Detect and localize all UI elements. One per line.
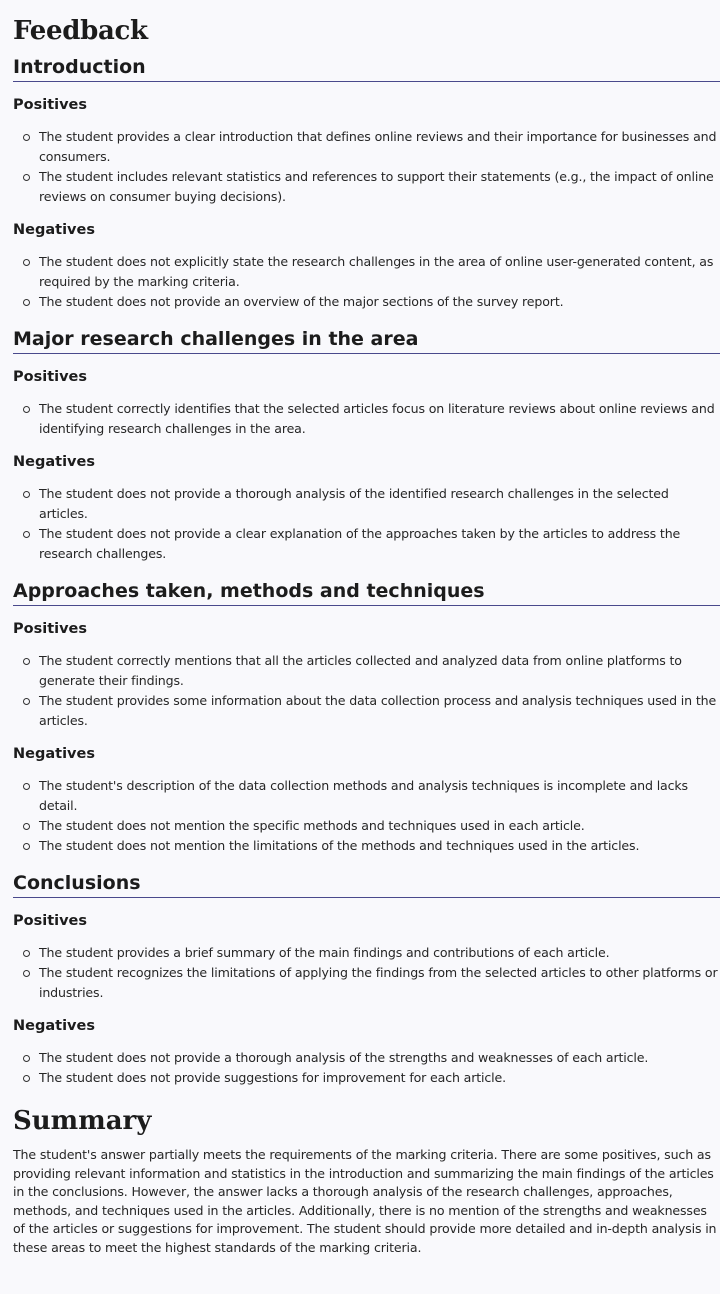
list-item <box>39 943 720 963</box>
list-item <box>39 127 720 167</box>
list-item <box>39 399 720 439</box>
section-heading: Approaches taken, methods and techniques <box>13 578 720 606</box>
circle-bullet-icon <box>23 299 30 306</box>
section-heading: Major research challenges in the area <box>13 326 720 354</box>
list-item <box>39 691 720 731</box>
negatives-heading: Negatives <box>13 454 95 470</box>
list-item-text: The student does not provide a thorough analysis of the identified research challenges in the selected articles. <box>39 486 669 521</box>
summary-title: Summary <box>13 1106 152 1136</box>
positives-heading: Positives <box>13 97 88 113</box>
circle-bullet-icon <box>23 950 30 957</box>
positives-list <box>13 651 720 731</box>
negatives-heading: Negatives <box>13 1018 95 1034</box>
positives-heading: Positives <box>13 369 88 385</box>
circle-bullet-icon <box>23 698 30 705</box>
list-item <box>39 524 720 564</box>
circle-bullet-icon <box>23 658 30 665</box>
section-heading: Introduction <box>13 54 720 82</box>
circle-bullet-icon <box>23 406 30 413</box>
section-0 <box>13 54 720 312</box>
section-1 <box>13 326 720 564</box>
circle-bullet-icon <box>23 823 30 830</box>
list-item-text: The student's description of the data collection methods and analysis techniques is incomplete and lacks detail. <box>39 778 688 813</box>
negatives-heading: Negatives <box>13 222 95 238</box>
list-item-text: The student recognizes the limitations of applying the findings from the selected articles to other platforms or industries. <box>39 965 718 1000</box>
positives-heading: Positives <box>13 621 88 637</box>
circle-bullet-icon <box>23 174 30 181</box>
page-title: Feedback <box>13 16 148 46</box>
list-item-text: The student includes relevant statistics and references to support their statements (e.g., the impact of online reviews on consumer buying decisions). <box>39 169 714 204</box>
circle-bullet-icon <box>23 1075 30 1082</box>
list-item <box>39 484 720 524</box>
negatives-list <box>13 1048 720 1088</box>
negatives-list <box>13 252 720 312</box>
list-item <box>39 1068 720 1088</box>
list-item <box>39 816 720 836</box>
list-item-text: The student does not mention the specific methods and techniques used in each article. <box>39 818 585 833</box>
positives-list <box>13 943 720 1003</box>
circle-bullet-icon <box>23 259 30 266</box>
list-item <box>39 167 720 207</box>
positives-heading: Positives <box>13 913 88 929</box>
negatives-list <box>13 776 720 856</box>
circle-bullet-icon <box>23 843 30 850</box>
circle-bullet-icon <box>23 531 30 538</box>
section-heading: Conclusions <box>13 870 720 898</box>
list-item <box>39 651 720 691</box>
circle-bullet-icon <box>23 134 30 141</box>
section-3 <box>13 870 720 1088</box>
list-item <box>39 776 720 816</box>
list-item-text: The student provides a clear introduction that defines online reviews and their importance for businesses and consumers. <box>39 129 717 164</box>
circle-bullet-icon <box>23 970 30 977</box>
summary-text: The student's answer partially meets the requirements of the marking criteria. There are some positives, such as providing relevant information and statistics in the introduction and summarizing the main findings of the articles in the conclusions. However, the answer lacks a thorough analysis of the research challenges, approaches, methods, and techniques used in the articles. Additionally, there is no mention of the strengths and weaknesses of the articles or suggestions for improvement. The student should provide more detailed and in-depth analysis in these areas to meet the highest standards of the marking criteria. <box>13 1147 717 1255</box>
list-item-text: The student does not provide suggestions for improvement for each article. <box>39 1070 506 1085</box>
negatives-list <box>13 484 720 564</box>
section-2 <box>13 578 720 856</box>
circle-bullet-icon <box>23 491 30 498</box>
list-item <box>39 963 720 1003</box>
list-item-text: The student provides a brief summary of the main findings and contributions of each article. <box>39 945 610 960</box>
list-item-text: The student does not provide a thorough analysis of the strengths and weaknesses of each article. <box>39 1050 649 1065</box>
list-item <box>39 836 720 856</box>
list-item-text: The student does not explicitly state the research challenges in the area of online user-generated content, as required by the marking criteria. <box>39 254 714 289</box>
sections-container <box>13 54 720 1088</box>
positives-list <box>13 127 720 207</box>
circle-bullet-icon <box>23 1055 30 1062</box>
positives-list <box>13 399 720 439</box>
negatives-heading: Negatives <box>13 746 95 762</box>
list-item <box>39 292 720 312</box>
list-item-text: The student does not provide a clear explanation of the approaches taken by the articles to address the research challenges. <box>39 526 681 561</box>
list-item-text: The student does not provide an overview of the major sections of the survey report. <box>39 294 564 309</box>
list-item-text: The student correctly mentions that all the articles collected and analyzed data from online platforms to generate their findings. <box>39 653 682 688</box>
list-item-text: The student does not mention the limitations of the methods and techniques used in the articles. <box>39 838 640 853</box>
circle-bullet-icon <box>23 783 30 790</box>
list-item <box>39 252 720 292</box>
list-item <box>39 1048 720 1068</box>
list-item-text: The student correctly identifies that the selected articles focus on literature reviews about online reviews and identifying research challenges in the area. <box>39 401 715 436</box>
list-item-text: The student provides some information about the data collection process and analysis techniques used in the articles. <box>39 693 717 728</box>
